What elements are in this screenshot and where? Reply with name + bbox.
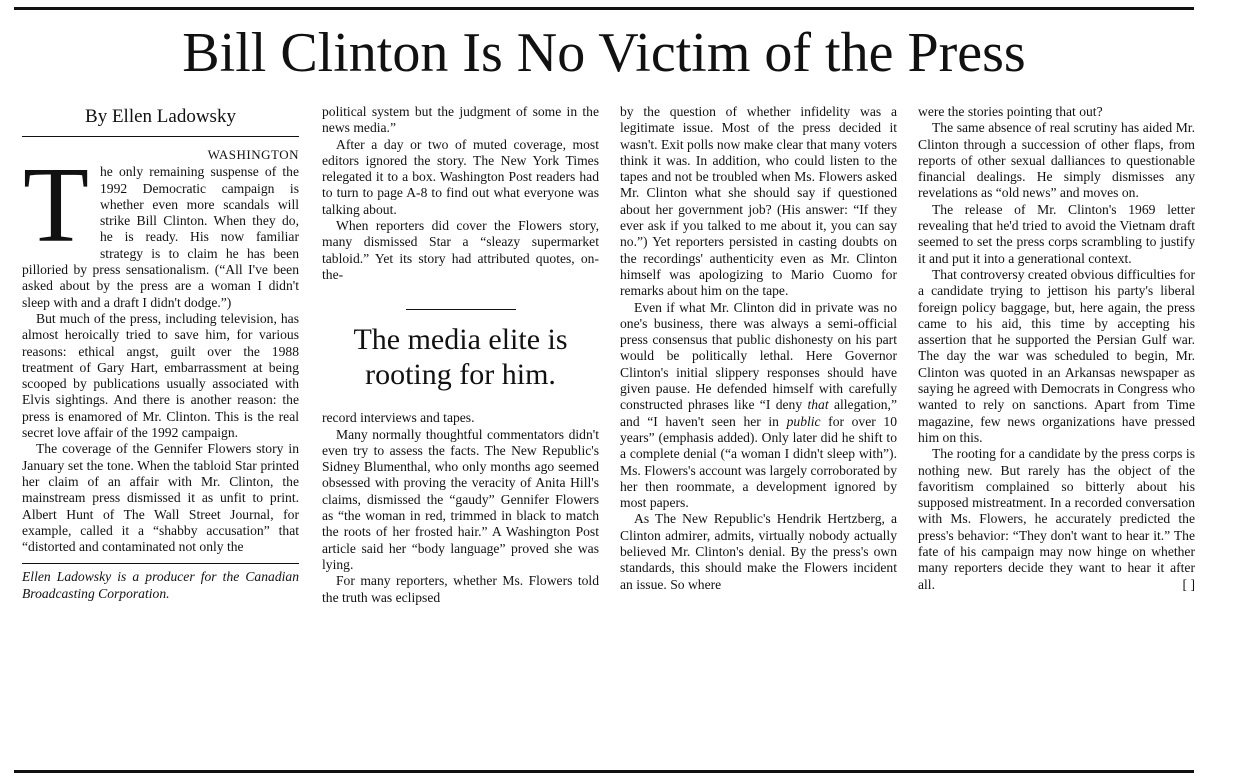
paragraph: For many reporters, whether Ms. Flowers told the truth was eclipsed — [322, 573, 599, 605]
emphasis: that — [807, 397, 829, 413]
byline: By Ellen Ladowsky — [85, 106, 236, 127]
paragraph: were the stories pointing that out? — [918, 104, 1103, 119]
pull-quote-text: The media elite is rooting for him. — [353, 323, 568, 392]
paragraph: The coverage of the Gennifer Flowers story in January set the tone. When the tabloid Star printed her claim of an affair with Mr. Clinton, the mainstream press dismissed it as unfit to print. Albert Hunt of The Wall Street Journal, for example, called it a “shabby accusation” that “distorted and contaminated not only the — [22, 441, 299, 555]
paragraph: As The New Republic's Hendrik Hertzberg, a Clinton admirer, admits, virtually nobody actually believed Mr. Clinton's denial. By the press's own standards, this should make the Flowers incident an issue. So where — [620, 511, 897, 592]
text-run: allegation,” and “I haven't seen her in — [620, 397, 897, 429]
paragraph: When reporters did cover the Flowers story, many dismissed Star a “sleazy supermarket tabloid.” Yet its story had attributed quotes, on-the- — [322, 218, 599, 282]
dateline: WASHINGTON — [207, 147, 299, 162]
column-3 — [620, 104, 897, 593]
paragraph: That controversy created obvious difficulties for a candidate trying to jettison his party's liberal foreign policy baggage, but, here again, the press came to his aid, this time by accepting his assertion that he supported the Persian Gulf war. The day the war was scheduled to begin, Mr. Clinton was quoted in an Arkansas newspaper as saying he agreed with Democrats in Congress who wanted to rely on sanctions. Apart from Time magazine, few news organizations have pressed him on this. — [918, 266, 1195, 445]
pull-quote — [322, 309, 599, 392]
paragraph: The same absence of real scrutiny has aided Mr. Clinton through a succession of other flaps, from reports of other sexual dalliances to questionable financial dealings. He simply dismisses any revelations as “old news” and moves on. — [918, 120, 1195, 201]
paragraph: record interviews and tapes. — [322, 410, 475, 426]
top-rule — [14, 7, 1194, 10]
paragraph: Many normally thoughtful commentators didn't even try to assess the facts. The New Republic's Sidney Blumenthal, who only months ago seemed obsessed with proving the veracity of Anita Hill's claims, dismissed the “gaudy” Gennifer Flowers as “the woman in red, trimmed in black to match the roots of her frosted hair.” A Washington Post article said her “body language” proved she was lying. — [322, 426, 599, 572]
paragraph: After a day or two of muted coverage, most editors ignored the story. The New York Times relegated it to a box. Washington Post readers had to turn to page A-8 to find out what everyone was talking about. — [322, 136, 599, 217]
paragraph: political system but the judgment of some in the news media.” — [322, 104, 599, 136]
headline: Bill Clinton Is No Victim of the Press — [182, 22, 1026, 84]
paragraph — [620, 300, 897, 512]
pull-quote-rule — [406, 309, 516, 310]
end-mark: [ ] — [1182, 576, 1195, 592]
column-1 — [22, 104, 299, 602]
paragraph: The release of Mr. Clinton's 1969 letter revealing that he'd tried to avoid the Vietnam draft seemed to set the press corps scrambling to justify it and put it into a generational context. — [918, 201, 1195, 266]
author-credit: Ellen Ladowsky is a producer for the Canadian Broadcasting Corporation. — [22, 569, 299, 602]
drop-cap: T — [23, 146, 89, 266]
column-2 — [322, 104, 599, 606]
text-run: Even if what Mr. Clinton did in private was no one's business, there was always a semi-official press consensus that public dishonesty on his part would be politically lethal. Here Governor Clinton's initial slippery responses should have given pause. He defended himself with carefully constructed phrases like “I deny — [620, 299, 897, 413]
column-4 — [918, 104, 1195, 593]
credit-rule — [22, 563, 299, 564]
text-run: The rooting for a candidate by the press corps is nothing new. But rarely has the object of the favoritism complained so bitterly about his supposed mistreatment. In a recorded conversation with Ms. Flowers, he accurately predicted the press's behavior: “They don't want to hear it.” The fate of his campaign may now hinge on whether many reporters decide they want to hear it after all. — [918, 446, 1195, 592]
paragraph — [918, 446, 1195, 593]
bottom-rule — [14, 770, 1194, 773]
emphasis: public — [786, 413, 821, 429]
lead-text: he only remaining suspense of the 1992 Democratic campaign is whether even more scandals will strike Bill Clinton. When they do, he is ready. His now familiar strategy is to claim he has been pilloried by press sensationalism. (“All I've been asked about by the press are a woman I didn't sleep with and a draft I didn't dodge.”) — [22, 164, 299, 310]
byline-rule — [22, 136, 299, 137]
paragraph: But much of the press, including television, has almost heroically tried to save him, for various reasons: ethical angst, guilt over the 1988 treatment of Gary Hart, embarrassment at being scooped by publications usually associated with Elvis sightings. And there is another reason: the press is enamored of Mr. Clinton. This is the real secret love affair of the 1992 campaign. — [22, 310, 299, 441]
text-run: for over 10 years” (emphasis added). Only later did he shift to a complete denial (“a woman I didn't sleep with”). Ms. Flowers's account was largely corroborated by her then roommate, a development ignored by most papers. — [620, 413, 897, 511]
paragraph: by the question of whether infidelity was a legitimate issue. Most of the press decided it wasn't. Exit polls now make clear that many voters think it was. In addition, who could listen to the tapes and not be troubled when Ms. Flowers asked Mr. Clinton what she should say if questioned about her government job? (His answer: “If they ever ask if you talked to me about it, you can say no.”) Yet reporters persisted in casting doubts on the recordings' authenticity even as Mr. Clinton himself was apologizing to Mario Cuomo for remarks about him on the tape. — [620, 104, 897, 299]
